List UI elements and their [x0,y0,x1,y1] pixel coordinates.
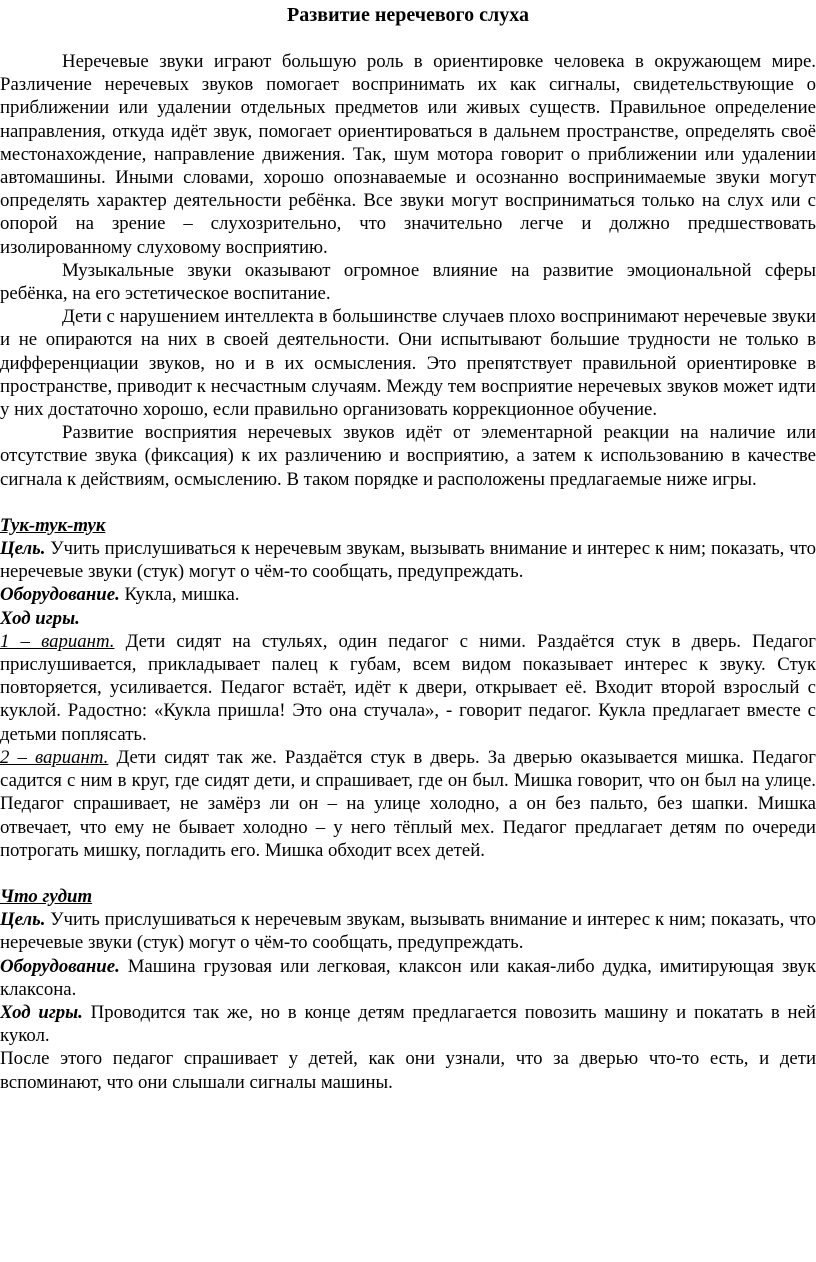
game2-goal-text: Учить прислушиваться к неречевым звукам, вызывать внимание и интерес к ним; показать, что неречевые звуки (стук) могут о чём-то сообщать, предупреждать. [0,909,816,954]
game1-variant1-label: 1 – вариант. [0,630,115,652]
intro-paragraph-4: Развитие восприятия неречевых звуков идёт от элементарной реакции на наличие или отсутствие звука (фиксация) к их различению и восприятию, а затем к использованию в качестве сигнала к действиям, осмыслению. В таком порядке и расположены предлагаемые ниже игры. [0,422,816,490]
spacer [0,491,816,514]
game1-course-label: Ход игры. [0,607,80,629]
game1-goal-label: Цель. [0,538,46,560]
game1-equipment-label: Оборудование. [0,584,120,606]
game2-equipment-label: Оборудование. [0,955,120,977]
game-tuk-tuk [0,514,816,862]
intro-paragraph-1: Неречевые звуки играют большую роль в ориентировке человека в окружающем мире. Различение неречевых звуков помогает воспринимать их как сигналы, свидетельствующие о приближении или удалении отдельных предметов или живых существ. Правильное определение направления, откуда идёт звук, помогает ориентироваться в дальнем пространстве, определять своё местонахождение, направление движения. Так, шум мотора говорит о приближении или удалении автомашины. Иными словами, хорошо опознаваемые и осознанно воспринимаемые звуки могут определять характер деятельности ребёнка. Все звуки могут восприниматься только на слух или с опорой на зрение – слухозрительно, что значительно легче и должно предшествовать изолированному слуховому восприятию. [0,51,816,258]
game1-goal-text: Учить прислушиваться к неречевым звукам, вызывать внимание и интерес к ним; показать, что неречевые звуки (стук) могут о чём-то сообщать, предупреждать. [0,538,816,583]
game2-goal-label: Цель. [0,909,46,931]
game2-after: После этого педагог спрашивает у детей, как они узнали, что за дверью что-то есть, и дети вспоминают, что они слышали сигналы машины. [0,1048,816,1093]
game2-equipment [0,955,816,1001]
game1-variant2-text: Дети сидят так же. Раздаётся стук в дверь. За дверью оказывается мишка. Педагог садится с ним в круг, где сидят дети, и спрашивает, где он был. Мишка говорит, что он был на улице. Педагог спрашивает, не замёрз ли он – на улице холодно, а он без пальто, без шапки. Мишка отвечает, что ему не бывает холодно – у него тёплый мех. Педагог предлагает детям по очереди потрогать мишку, погладить его. Мишка обходит всех детей. [0,746,816,861]
game2-course-text: Проводится так же, но в конце детям предлагается повозить машину и покатать в ней кукол. [0,1001,816,1047]
intro-paragraph-3: Дети с нарушением интеллекта в большинстве случаев плохо воспринимают неречевые звуки и не опираются на них в своей деятельности. Они испытывают большие трудности не только в дифференциации звуков, но и в их осмысления. Это препятствует правильной ориентировке в пространстве, приводит к несчастным случаям. Между тем восприятие неречевых звуков может идти у них достаточно хорошо, если правильно организовать коррекционное обучение. [0,306,816,421]
document-title: Развитие неречевого слуха [287,4,529,26]
intro-paragraph-2: Музыкальные звуки оказывают огромное влияние на развитие эмоциональной сферы ребёнка, на его эстетическое воспитание. [0,259,816,305]
game2-equipment-text: Машина грузовая или легковая, клаксон или какая-либо дудка, имитирующая звук клаксона. [0,955,816,1000]
game-chto-gudit [0,885,816,1094]
game1-title: Тук-тук-тук [0,514,106,536]
game1-goal [0,537,816,583]
game2-goal [0,908,816,954]
spacer [0,862,816,885]
game2-course-label: Ход игры. [0,1001,83,1023]
game2-title: Что гудит [0,885,93,907]
game1-equipment [0,583,816,606]
game1-variant2-label: 2 – вариант. [0,746,109,768]
game2-course [0,1001,816,1047]
game1-variant1-text: Дети сидят на стульях, один педагог с ними. Раздаётся стук в дверь. Педагог прислушивается, прикладывает палец к губам, всем видом показывает интерес к звуку. Стук повторяется, усиливается. Педагог встаёт, идёт к двери, открывает её. Входит второй взрослый с куклой. Радостно: «Кукла пришла! Это она стучала», - говорит педагог. Кукла предлагает вместе с детьми поплясать. [0,630,816,745]
game1-variant-1 [0,630,816,746]
game1-variant-2 [0,746,816,862]
game1-equipment-text: Кукла, мишка. [119,584,240,606]
